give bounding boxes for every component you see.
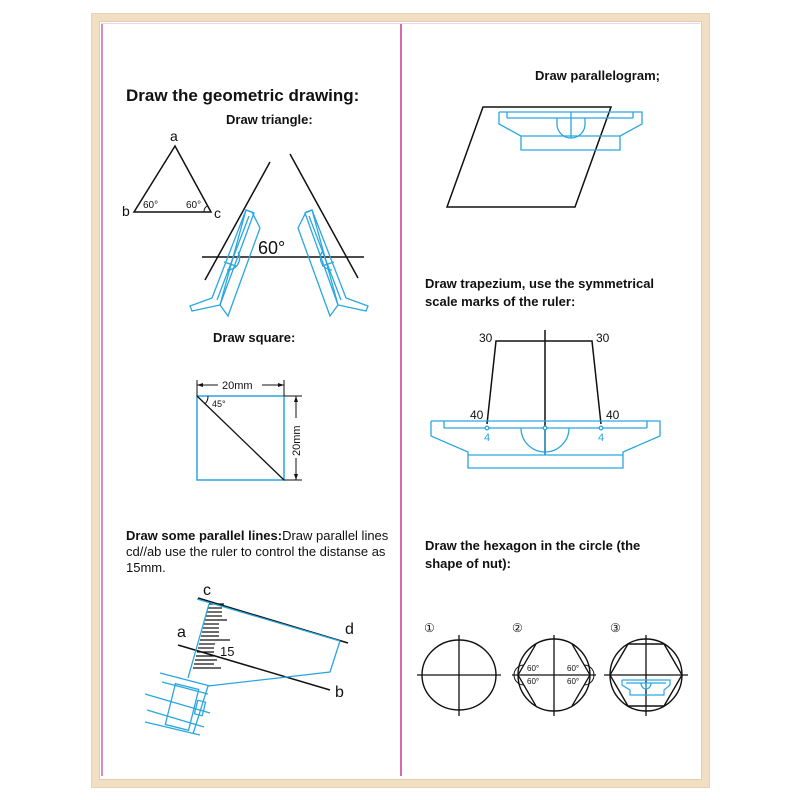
angle-b-label: 60° [143, 200, 159, 211]
trapezium-bottom-right-label: 40 [606, 408, 620, 422]
left-set-square-icon [190, 210, 260, 316]
square-angle-label: 45° [212, 399, 226, 409]
parallelogram-shape [447, 107, 611, 207]
trapezium-title-line2: scale marks of the ruler: [425, 294, 576, 309]
main-title: Draw the geometric drawing: [126, 86, 360, 105]
trapezium-shape [487, 341, 601, 424]
square-width-label: 20mm [222, 380, 253, 392]
trapezium-ruler-icon [431, 421, 660, 468]
trapezium-diagram [431, 330, 660, 468]
parallel-ruler-icon [145, 599, 340, 735]
vertex-c-label: c [214, 205, 221, 221]
scale-mark-right: 4 [598, 432, 605, 444]
distance-label: 15 [220, 644, 235, 659]
step-2-angle-tr: 60° [567, 664, 580, 673]
square-diagram [197, 380, 303, 480]
parallelogram-title: Draw parallelogram; [535, 68, 660, 83]
step-2-label: ② [512, 621, 523, 635]
step-2-angle-bl: 60° [527, 677, 540, 686]
trapezium-title-line1: Draw trapezium, use the symmetrical [425, 276, 655, 291]
step-1-label: ① [424, 621, 435, 635]
point-a-label: a [177, 624, 186, 641]
step-3-label: ③ [610, 621, 621, 635]
triangle-title: Draw triangle: [226, 112, 313, 127]
square-title: Draw square: [213, 330, 296, 345]
point-b-label: b [335, 684, 344, 701]
scale-mark-left: 4 [484, 432, 491, 444]
parallel-lines-text: Draw parallel lines cd//ab use the ruler to control the distanse as 15mm. [126, 528, 389, 575]
trapezium-top-left-label: 30 [479, 331, 493, 345]
vertex-a-label: a [170, 128, 178, 144]
square-diagonal [197, 396, 284, 480]
hexagon-step-1 [417, 621, 501, 716]
trapezium-bottom-left-label: 40 [470, 408, 484, 422]
triangle-diagram [122, 128, 221, 221]
angle-c-label: 60° [186, 200, 202, 211]
point-c-label: c [203, 582, 211, 599]
hexagon-title-line2: shape of nut): [425, 556, 511, 571]
hexagon-title-line1: Draw the hexagon in the circle (the [425, 538, 641, 553]
parallelogram-ruler-icon [499, 112, 642, 150]
hexagon-step-3 [604, 621, 688, 716]
point-d-label: d [345, 621, 354, 638]
parallel-lines-title: Draw some parallel lines: [126, 528, 283, 543]
right-set-square-icon [298, 210, 368, 316]
ruler-angle-label: 60° [258, 238, 286, 258]
triangle-ruler-construction [190, 154, 368, 316]
hexagon-step-2 [512, 621, 596, 716]
step-2-angle-tl: 60° [527, 664, 540, 673]
parallelogram-diagram [447, 107, 642, 207]
vertex-b-label: b [122, 203, 130, 219]
step-2-angle-br: 60° [567, 677, 580, 686]
square-height-label: 20mm [291, 425, 303, 456]
trapezium-top-right-label: 30 [596, 331, 610, 345]
parallel-lines-diagram [145, 582, 354, 735]
